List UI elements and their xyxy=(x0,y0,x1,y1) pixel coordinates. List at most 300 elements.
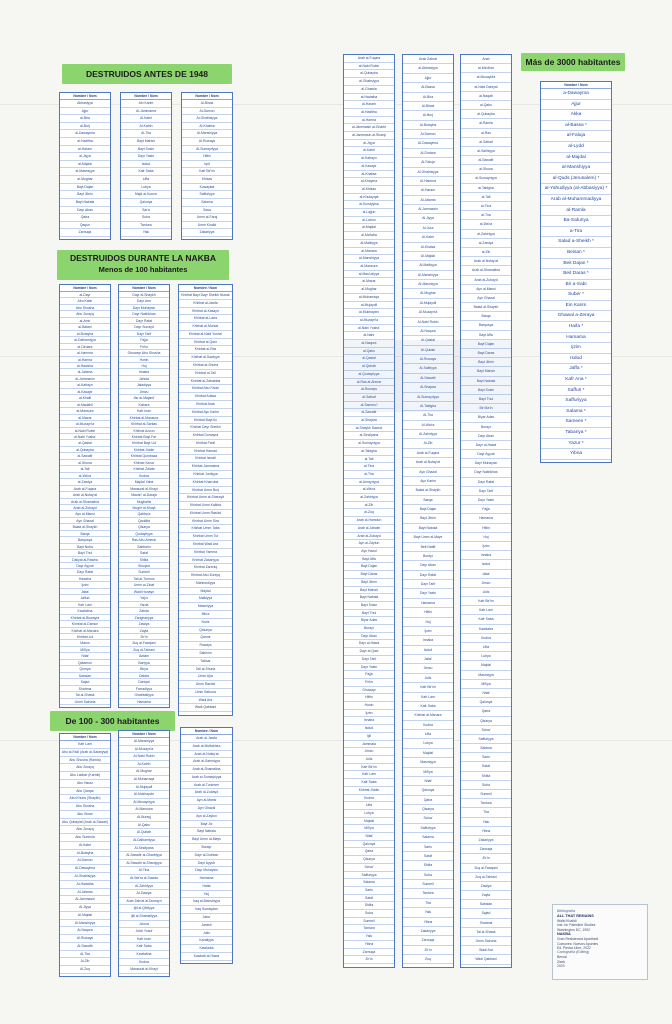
banner-destroyed-nakba xyxy=(57,250,229,280)
village-row: Julis xyxy=(344,756,394,764)
village-row: Khirbat al-Sarkas xyxy=(119,421,169,427)
village-row: Arab al-Sumayriyya xyxy=(181,774,232,782)
village-row: Al-Manshiyya xyxy=(60,920,110,928)
village-row: Abu Qubaylat (Arab al-Sawari) xyxy=(60,819,110,827)
village-row: al-Tall xyxy=(461,193,511,202)
village-row: Al-Sumayriyya xyxy=(403,393,453,402)
village-row: Abu Sunbula xyxy=(60,834,110,842)
village-row: al-Mughar xyxy=(344,286,394,294)
village-row: Arab al-Zubayd xyxy=(181,789,232,797)
village-row: Al-Shajara xyxy=(403,383,453,392)
village-row: Julis xyxy=(403,674,453,683)
banner-100-300-text: De 100 - 300 habitantes xyxy=(65,716,160,726)
village-row: Ain Karim xyxy=(121,100,171,108)
village-row: Khirbat Umm Tut xyxy=(179,533,232,541)
village-row: Tabariya * xyxy=(541,428,611,439)
column-100-300-2 xyxy=(118,730,170,977)
village-row: Qisarya xyxy=(119,524,169,530)
village-row: Khirbat Azzun xyxy=(119,428,169,434)
village-row: al-Wa'ra xyxy=(344,486,394,494)
village-row: Kafr Saba xyxy=(119,943,169,951)
village-row: Sajad xyxy=(461,909,511,918)
village-row: Kafr Bir'im xyxy=(403,683,453,692)
village-row: Al-Musayriyya xyxy=(119,799,169,807)
village-row: Lubya xyxy=(403,739,453,748)
village-row: Zuq al-Fawqani xyxy=(119,640,169,646)
village-row: Umm Sabuna xyxy=(461,937,511,946)
village-row: Ayn Hawd xyxy=(344,548,394,556)
column-middle-2 xyxy=(402,54,454,968)
village-row: Salama xyxy=(182,199,232,207)
village-row: Bayt Nabala xyxy=(344,594,394,602)
village-row: Al-Birwa xyxy=(182,100,232,108)
village-row: Jarash xyxy=(181,922,232,930)
village-row: al-Haditha xyxy=(60,138,110,146)
village-row: al-Yahudiyya (al-Abbasiyya) * xyxy=(541,184,611,195)
village-row: Al-Kafrin xyxy=(119,761,169,769)
village-row: Lifta xyxy=(461,643,511,652)
village-row: Khirbat Adasa xyxy=(179,393,232,401)
village-row: Khirbat Jiddin xyxy=(119,447,169,453)
village-row: Majdal xyxy=(344,818,394,826)
village-row: Masmiyya xyxy=(403,758,453,767)
village-row: Suba xyxy=(121,214,171,222)
village-row: Bayt Thul xyxy=(344,610,394,618)
village-row: Al-Qubab xyxy=(119,829,169,837)
banner-destroyed-nakba-text: DESTRUIDOS DURANTE LA NAKBA xyxy=(69,253,217,263)
village-row: Bayt Nabala xyxy=(461,377,511,386)
village-row: Khirbat Bayt Far xyxy=(119,434,169,440)
village-row: al-Sindiyana xyxy=(344,432,394,440)
village-row: al-Nabi Yusha' xyxy=(60,434,110,440)
village-row: al-Tabigha xyxy=(461,184,511,193)
village-row: Jimzu xyxy=(344,748,394,756)
village-row: al-Nahr xyxy=(344,332,394,340)
village-row: Dayr Ayyub xyxy=(60,563,110,569)
village-row: Arab al-Zubayd xyxy=(461,276,511,285)
village-row: Al-Naqura xyxy=(60,927,110,935)
village-row: al-Ras al-Ahmar xyxy=(344,379,394,387)
village-row: Arab al-Nufay'at xyxy=(403,458,453,467)
village-row: Kuwaykat xyxy=(182,184,232,192)
column-middle-1 xyxy=(343,54,395,968)
village-row: al-Butayha xyxy=(60,331,110,337)
village-row: Sar'a xyxy=(121,207,171,215)
village-row: Kudna xyxy=(403,721,453,730)
village-row: Zuq al-Tahtani xyxy=(461,873,511,882)
village-row: Mazari' al-Daraja xyxy=(119,492,169,498)
village-row: Ijzim xyxy=(461,542,511,551)
village-row: Al-Damun xyxy=(60,857,110,865)
village-row: al-Umayriyya xyxy=(344,479,394,487)
village-row: Saffuri * xyxy=(541,386,611,397)
village-row: Abu Sinan xyxy=(60,811,110,819)
village-row: Bayt Jibrin xyxy=(461,358,511,367)
village-row: Sa'sa' xyxy=(461,726,511,735)
village-row: Bayt Affa xyxy=(344,556,394,564)
village-row: Beit Dajan * xyxy=(541,259,611,270)
village-row: Shilta xyxy=(403,861,453,870)
village-row: Sataf xyxy=(461,762,511,771)
village-row: al-Mughar xyxy=(60,176,110,184)
village-row: Qumya xyxy=(60,666,110,672)
village-row: Biyar Adas xyxy=(461,413,511,422)
credits-footer-line: 2023 xyxy=(557,964,565,969)
village-row: Dayr Rafat xyxy=(403,571,453,580)
village-row: Al-Mukhayzin xyxy=(119,791,169,799)
village-row: Al-Manshiyya xyxy=(119,738,169,746)
village-row: Bayt Dajan xyxy=(461,340,511,349)
village-row: Khirbat Umm Sira xyxy=(179,518,232,526)
village-row: Zarnuqa xyxy=(344,949,394,957)
banner-destroyed-before-1948 xyxy=(62,64,232,84)
village-row: Khirbat al-Jawfa xyxy=(179,300,232,308)
village-row: al-Dayr xyxy=(60,292,110,298)
village-row: Al-Jammama xyxy=(121,108,171,116)
village-row: al-Safsaf xyxy=(461,138,511,147)
village-row: al-Sammu'i xyxy=(344,402,394,410)
village-row: al-Qudayriyya xyxy=(344,371,394,379)
village-row: al-Jammasin xyxy=(60,376,110,382)
village-row: Khirbat Sa'sa' xyxy=(119,460,169,466)
village-row: al-Sumayriyya xyxy=(344,440,394,448)
village-row: Dayr Muhaysin xyxy=(181,867,232,875)
village-row: Zir'in xyxy=(403,946,453,955)
village-row: Khirbat Lid xyxy=(60,634,110,640)
village-row: Mughallis xyxy=(119,499,169,505)
village-row: Bayt Umm al-Mays xyxy=(403,533,453,542)
village-row: Sataf xyxy=(344,895,394,903)
village-row: Shuqba xyxy=(119,563,169,569)
village-row: Ayn al-Mansi xyxy=(181,797,232,805)
credits-footer-line: Bernal xyxy=(557,955,567,960)
village-row: Khirbat Ayn Karim xyxy=(179,409,232,417)
village-row: Suba xyxy=(344,910,394,918)
village-row: Yalu xyxy=(403,908,453,917)
village-row: Arab al-Jahalin xyxy=(344,525,394,533)
village-row: Al-Mujaydil xyxy=(403,299,453,308)
village-row: al-Zawiya xyxy=(461,239,511,248)
village-row: Isdud xyxy=(403,646,453,655)
village-row: al-Jammasin al-Sharqi xyxy=(344,132,394,140)
village-row: Tantura xyxy=(403,889,453,898)
column-before-1948-3 xyxy=(181,92,233,240)
village-row: Kafr Bir'im xyxy=(344,764,394,772)
village-row: Zarnuqa xyxy=(60,229,110,237)
village-row: Abu Shusha (Ramla) xyxy=(60,757,110,765)
village-row: Al-Malkiyya xyxy=(403,261,453,270)
village-row: Zuq al-Fawqani xyxy=(461,864,511,873)
village-row: Saris xyxy=(344,887,394,895)
village-row: Jaffa * xyxy=(541,364,611,375)
village-row: Abu al-Fadl (Arab al-Satariyya) xyxy=(60,749,110,757)
village-row: al-Khayma xyxy=(344,178,394,186)
village-row: al-Ghabsiyya xyxy=(344,78,394,86)
village-row: Ayn Karim xyxy=(403,477,453,486)
village-row: Al-Zahiriyya xyxy=(403,430,453,439)
village-row: Bayt Umm al-Mays xyxy=(181,836,232,844)
column-header: Nombre / Nom xyxy=(119,285,169,292)
column-header: Nombre / Nom xyxy=(182,93,232,100)
village-row: Marus xyxy=(60,640,110,646)
village-row: Khirbat Jiddin xyxy=(344,787,394,795)
village-row: Bayt Thul xyxy=(461,395,511,404)
village-row: Kafr Inan xyxy=(119,936,169,944)
village-row: Al-Zuq xyxy=(60,966,110,974)
village-row: Ghabbatiyya xyxy=(119,692,169,698)
village-row: Al-Mansura xyxy=(119,806,169,814)
village-row: al-Mukhayzin xyxy=(344,309,394,317)
village-row: Qudayriyya xyxy=(119,531,169,537)
village-row: al-Tira xyxy=(461,211,511,220)
village-row: al-Khalisa xyxy=(344,171,394,179)
village-row: Al-Ghabisiyya xyxy=(182,115,232,123)
village-row: Kafr Ana * xyxy=(541,375,611,386)
village-row: Ijzim xyxy=(60,582,110,588)
village-row: Al-Tabigha xyxy=(403,402,453,411)
village-row: al-Abbasiyya xyxy=(403,64,453,73)
village-row: Dayr Aban xyxy=(344,633,394,641)
village-row: Kudna xyxy=(344,795,394,803)
village-row: Bayt Nuba xyxy=(60,544,110,550)
village-row: Al-Sawafir al-Gharbiyya xyxy=(119,852,169,860)
village-row: Khirbat al-Shuna xyxy=(179,362,232,370)
credits-book2-line: Gran Resistencia Apartheid xyxy=(557,937,599,942)
village-row: al-Burj xyxy=(60,123,110,131)
village-row: al-Nabi Rubin xyxy=(344,63,394,71)
village-row: Khirbat al-Qasr xyxy=(179,339,232,347)
village-row: Kabara xyxy=(119,402,169,408)
village-row: Al-Zib xyxy=(60,958,110,966)
village-row: Jaladiyya xyxy=(119,382,169,388)
village-row: Nitaf xyxy=(403,777,453,786)
village-row: Fajja xyxy=(119,337,169,343)
village-row: Khirbat Abu Falah xyxy=(179,385,232,393)
village-row: al-Quds (Jerusalem) * xyxy=(541,174,611,185)
village-row: Arab al-Hamdun xyxy=(344,517,394,525)
column-header: Nombre / Nom xyxy=(541,82,611,89)
village-row: Arab al-Shamalina xyxy=(60,499,110,505)
village-row: Arab xyxy=(461,55,511,64)
village-row: Dayr Nakhkhas xyxy=(461,468,511,477)
village-row: Saffuriyya xyxy=(344,872,394,880)
village-row: Kawfakha xyxy=(119,951,169,959)
village-row: Majdal Yaba xyxy=(119,479,169,485)
village-row: Al-Kabri xyxy=(60,842,110,850)
village-row: Dayr Rafat xyxy=(461,478,511,487)
village-row: Khirbat Wadi Ara xyxy=(179,541,232,549)
village-row: Dayr Aban xyxy=(461,432,511,441)
village-row: Ruways xyxy=(179,642,232,650)
village-row: al-Hamra xyxy=(344,117,394,125)
village-row: Jaba' xyxy=(403,655,453,664)
village-row: Ghuwayr xyxy=(344,687,394,695)
village-row: Qatra xyxy=(461,707,511,716)
village-row: al-Bassa * xyxy=(541,121,611,132)
village-row: Khirbat Abu Zurayq xyxy=(179,572,232,580)
village-row: Arab Zahrat xyxy=(403,55,453,64)
village-row: Tantura xyxy=(344,925,394,933)
village-row: Bayt Affa xyxy=(461,331,511,340)
village-row: Ijlil al-Shamaliyya xyxy=(119,913,169,921)
village-row: Barqa xyxy=(403,496,453,505)
column-before-1948-1 xyxy=(59,92,111,240)
village-row: al-Mas'udiyya xyxy=(344,271,394,279)
village-row: Khirbat al-Nabi Yusha' xyxy=(179,331,232,339)
village-row: Dayr Yasin xyxy=(403,589,453,598)
village-row: Qalunya xyxy=(344,841,394,849)
village-row: Al-Manshiyya xyxy=(403,271,453,280)
village-row: Julis xyxy=(461,588,511,597)
village-row: Farradiyya xyxy=(119,686,169,692)
village-row: Isdud xyxy=(461,560,511,569)
village-row: al-Kabri xyxy=(344,147,394,155)
village-row: Al-Qabu xyxy=(119,822,169,830)
village-row: Lifta xyxy=(403,730,453,739)
village-row: Mis'a xyxy=(179,611,232,619)
village-row: Saffuriyya xyxy=(403,824,453,833)
village-row: Arab al-Muhammadiyya xyxy=(541,195,611,206)
village-row: Burayr xyxy=(461,423,511,432)
village-row: Tira xyxy=(461,808,511,817)
village-row: Balad al-Shaykh xyxy=(403,486,453,495)
village-row: Al-Ruways xyxy=(403,355,453,364)
village-row: Suber * xyxy=(541,290,611,301)
village-row: Al-Muharraqa xyxy=(119,776,169,784)
village-row: al-Shuna xyxy=(60,460,110,466)
village-row: Zir'in xyxy=(461,854,511,863)
village-row: Kafr Lam xyxy=(60,602,110,608)
village-row: Balad al-Shaykh xyxy=(461,303,511,312)
village-row: Sameen * xyxy=(541,417,611,428)
village-row: Ajjur xyxy=(60,108,110,116)
village-row: Dayr al-Shaykh xyxy=(119,292,169,298)
village-row: al-Masmiyya xyxy=(60,168,110,176)
village-row: Al-Dawayima xyxy=(60,865,110,873)
village-row: al-Majdal xyxy=(541,153,611,164)
village-row: Suba xyxy=(403,871,453,880)
village-row: Ijlil al-Qibliyya xyxy=(119,905,169,913)
credits-footer-line: Zizek xyxy=(557,959,566,964)
village-row: Summil xyxy=(344,918,394,926)
column-header: Nombre / Nom xyxy=(181,728,232,735)
village-row: Hunin xyxy=(119,357,169,363)
column-before-1948-2 xyxy=(120,92,172,240)
village-row: Khirbat al-Ras xyxy=(179,346,232,354)
village-row: Bayt Nabala xyxy=(403,524,453,533)
village-row: Mahmudiyya xyxy=(179,580,232,588)
village-row: Shilta xyxy=(461,772,511,781)
village-row: Majdal xyxy=(403,749,453,758)
village-row: Bayt Jibrin xyxy=(344,579,394,587)
village-row: al-Ma'dhar xyxy=(461,64,511,73)
village-row: Zarnuqa xyxy=(461,845,511,854)
village-row: Yibna xyxy=(344,941,394,949)
village-row: Al-Ruways xyxy=(60,935,110,943)
village-row: Dayr Aban xyxy=(60,207,110,215)
village-row: Beit Daras * xyxy=(541,269,611,280)
village-row: Khirbat al-Manara xyxy=(403,711,453,720)
village-row: Kafr Lam xyxy=(60,741,110,749)
village-row: Lubya xyxy=(344,810,394,818)
village-row: al-Haram xyxy=(344,101,394,109)
village-row: Majdal xyxy=(179,588,232,596)
village-row: Dayr Tarif xyxy=(344,656,394,664)
village-row: Ayn Ghazal xyxy=(181,805,232,813)
village-row: Sabalan xyxy=(461,900,511,909)
village-row: Qannir xyxy=(179,634,232,642)
village-row: Wadi Qabbani xyxy=(179,704,232,712)
village-row: Yalu xyxy=(121,229,171,237)
village-row: Dayr Amr xyxy=(119,298,169,304)
village-row: Qisarya xyxy=(403,805,453,814)
village-row: al-Kasayir xyxy=(344,163,394,171)
village-row: Khirbat Ismail xyxy=(179,455,232,463)
village-row: Khirbat Fahil xyxy=(179,440,232,448)
village-row: Khirbat Umm Kalkha xyxy=(179,502,232,510)
village-row: Huj xyxy=(119,363,169,369)
village-row: Dayr Sunayd xyxy=(119,324,169,330)
village-row: Kafr Lam xyxy=(344,771,394,779)
village-row: Al-Bassa xyxy=(403,83,453,92)
village-row: Arab al-Nufay'at xyxy=(60,492,110,498)
village-row: Dayr Tarif xyxy=(119,331,169,337)
village-row: Bayt Jibrin xyxy=(403,514,453,523)
column-100-300-3 xyxy=(180,727,233,964)
village-row: Al-Zahiriyya xyxy=(119,883,169,891)
village-row: Jimzu xyxy=(403,664,453,673)
column-nakba-under-100-3 xyxy=(178,284,233,716)
village-row: Zayta xyxy=(119,628,169,634)
village-row: Khirbat Dumayra xyxy=(179,432,232,440)
banner-100-300 xyxy=(50,711,175,731)
village-row: al-Qubab xyxy=(344,363,394,371)
village-row: Khirbat Umm Burj xyxy=(179,487,232,495)
village-row: Dayr Yasin xyxy=(461,496,511,505)
village-row: Yazur * xyxy=(541,439,611,450)
village-row: Sa'sa' xyxy=(344,864,394,872)
village-row: Abbasiyya xyxy=(60,100,110,108)
village-row: al-Madahil xyxy=(60,402,110,408)
village-row: Shilta xyxy=(119,557,169,563)
village-row: Fajja xyxy=(344,671,394,679)
village-row: Tira xyxy=(403,899,453,908)
village-row: al-Qubayba xyxy=(461,110,511,119)
village-row: Tall al-Shuna xyxy=(179,666,232,674)
village-row: al-Wa'ra xyxy=(461,220,511,229)
village-row: al-Faluja xyxy=(541,131,611,142)
village-row: Dayr Aban xyxy=(403,561,453,570)
village-row: Khirbat Umm Rashid xyxy=(179,510,232,518)
village-row: al-Sawafir xyxy=(461,156,511,165)
village-row: Arab al-Shamalina xyxy=(181,766,232,774)
village-row: Birya xyxy=(119,666,169,672)
village-row: Barqa xyxy=(461,312,511,321)
village-row: Qalunya xyxy=(461,698,511,707)
village-row: Nitaf xyxy=(60,653,110,659)
village-row: al-Nabi Daniyal xyxy=(461,83,511,92)
village-row: Khirbat Dayr Sheikh xyxy=(179,424,232,432)
village-row: Huj xyxy=(181,891,232,899)
village-row: Bir a-Sabi xyxy=(541,280,611,291)
village-row: Jimzu xyxy=(461,579,511,588)
village-row: al-Zib xyxy=(344,502,394,510)
village-row: Al-Majdal xyxy=(403,252,453,261)
village-row: Dayr Muhaysin xyxy=(461,459,511,468)
village-row: Arab al-Fuqara xyxy=(60,486,110,492)
village-row: Al-Nabi Rubin xyxy=(119,753,169,761)
village-row: al-Khulayqat xyxy=(344,194,394,202)
